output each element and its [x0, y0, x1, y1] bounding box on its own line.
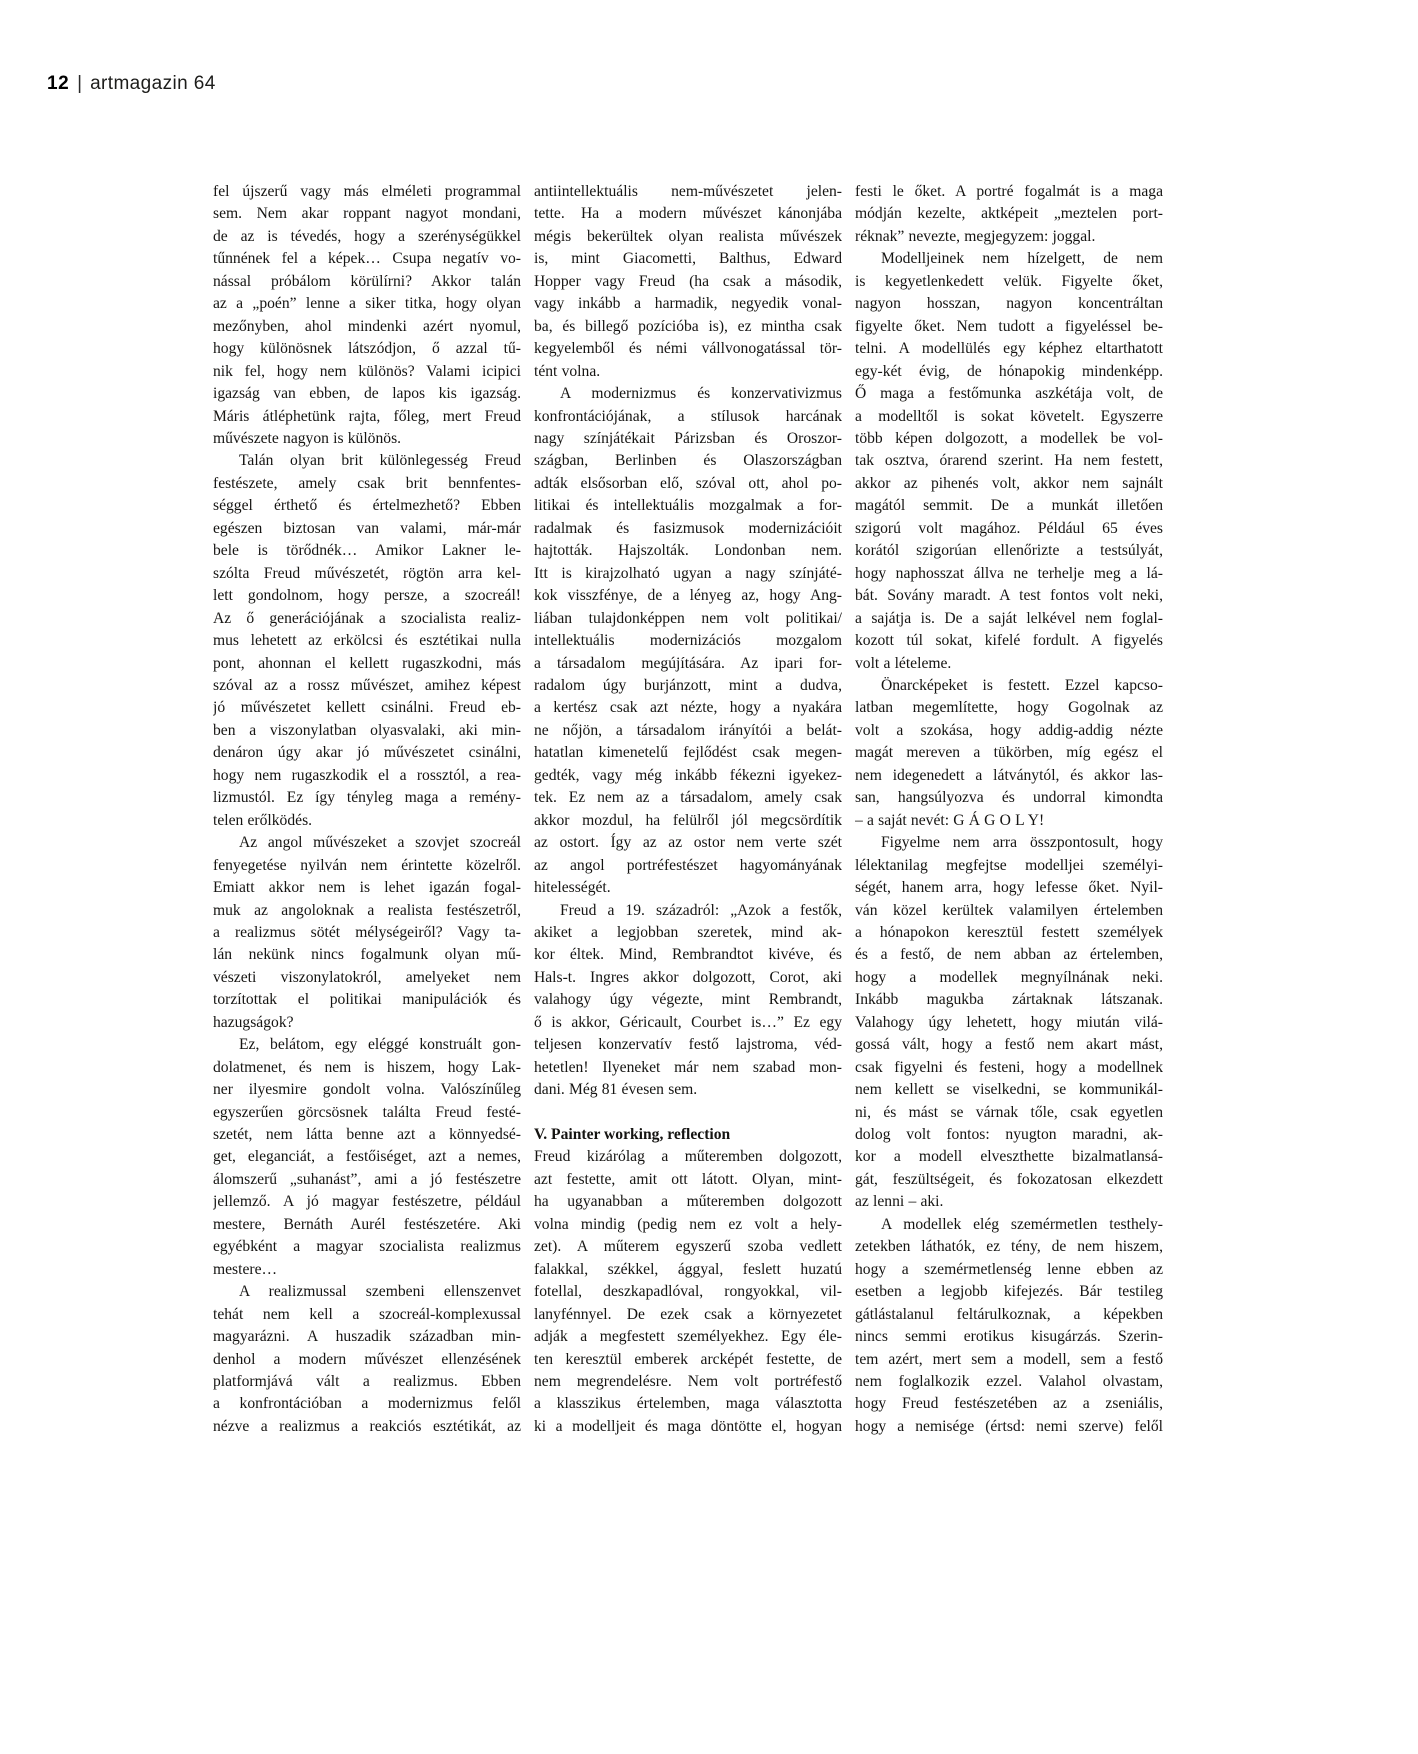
text-line: mus lehetett az erkölcsi és esztétikai nulla [213, 632, 521, 650]
text-line: akiket a legjobban szeretek, mind ak- [534, 923, 842, 941]
text-line: Ez, belátom, egy eléggé konstruált gon- [239, 1036, 521, 1054]
text-line: az angol portréfestészet hagyományának [534, 856, 842, 874]
text-line: torzítottak el politikai manipulációk és [213, 991, 521, 1009]
text-line: hajtották. Hajszolták. Londonban nem. [534, 542, 842, 560]
text-line: nem foglalkozik ezzel. Valahol olvastam, [855, 1373, 1163, 1391]
text-line: fotellal, deszkapadlóval, rongyokkal, vil- [534, 1283, 842, 1301]
text-line: Hals-t. Ingres akkor dolgozott, Corot, aki [534, 968, 842, 986]
text-line: szágban, Berlinben és Olaszországban [534, 452, 842, 470]
text-line: nem megrendelésre. Nem volt portréfestő [534, 1373, 842, 1391]
text-line: hazugságok? [213, 1013, 294, 1031]
text-line: Itt is kirajzolható ugyan a nagy színjáté- [534, 564, 842, 582]
text-line: egyébként a magyar szocialista realizmus [213, 1238, 521, 1256]
text-line: bát. Sovány maradt. A test fontos volt neki, [855, 587, 1163, 605]
text-line: Valahogy úgy lehetett, hogy miután vilá- [855, 1013, 1163, 1031]
text-line: Freud a 19. századról: „Azok a festők, [560, 901, 842, 919]
text-line: dani. Még 81 évesen sem. [534, 1081, 698, 1099]
text-line: intellektuális modernizációs mozgalom [534, 632, 842, 650]
text-line: adják a megfestett személyekhez. Egy éle- [534, 1328, 842, 1346]
text-line: ben a viszonylatban olyasvalaki, aki min- [213, 721, 521, 739]
text-line: ba, és billegő pozícióba is), ez mintha csak [534, 317, 842, 335]
text-line: hogy a szemérmetlenség lenne ebben az [855, 1260, 1163, 1278]
text-line: lélektanilag megfejtse modelljei személyi- [855, 856, 1163, 874]
text-line: nézve a realizmus a reakciós esztétikát, az [213, 1417, 521, 1435]
text-line: vagy inkább a harmadik, negyedik vonal- [534, 295, 842, 313]
text-line: Ő maga a festőmunka aszkétája volt, de [855, 385, 1163, 403]
text-line: kok visszfénye, de a lényeg az, hogy Ang- [534, 587, 842, 605]
text-line: séggel érthető és értelmezhető? Ebben [213, 497, 521, 515]
text-line: a hónapokon keresztül festett személyek [855, 923, 1163, 941]
text-line: festészete, amely csak brit bennfentes- [213, 474, 521, 492]
text-line: Figyelme nem arra összpontosult, hogy [881, 834, 1163, 852]
text-column-1 [213, 181, 521, 1443]
text-line: az ostort. Így az az ostor nem verte szét [534, 834, 842, 852]
text-line: hogy Freud festészetében az a zseniális, [855, 1395, 1163, 1413]
text-line: antiintellektuális nem-művészetet jelen- [534, 183, 842, 200]
text-line: mégis bekerültek olyan realista művészek [534, 227, 842, 245]
page-number: 12 [47, 73, 70, 94]
text-line: a társadalom megújítására. Az ipari for- [534, 654, 842, 672]
text-line: hogy a nemisége (értsd: nemi szerve) felől [855, 1417, 1163, 1435]
text-line: litikai és intellektuális mozgalmak a for- [534, 497, 842, 515]
text-line: Az ő generációjának a szocialista realiz- [213, 609, 521, 627]
text-line: lán nekünk nincs fogalmunk olyan mű- [213, 946, 521, 964]
text-line: ő is akkor, Géricault, Courbet is…” Ez egy [534, 1013, 842, 1031]
text-line: is kegyetlenkedett velük. Figyelte őket, [855, 272, 1163, 290]
text-line: nem kellett se viselkedni, se kommunikál- [855, 1081, 1163, 1099]
text-column-3 [855, 181, 1163, 1443]
text-line: A modellek elég szemérmetlen testhely- [881, 1215, 1163, 1233]
text-line: sem. Nem akar roppant nagyot mondani, [213, 205, 521, 223]
text-line: nincs semmi erotikus kisugárzás. Szerin- [855, 1328, 1163, 1346]
text-line: hogy a modellek megnyílnának neki. [855, 968, 1163, 986]
text-line: egyszerűen görcsösnek találta Freud festé- [213, 1103, 521, 1121]
text-line: gedték, vagy még inkább fékezni igyekez- [534, 766, 842, 784]
text-line: és a festő, de nem abban az értelemben, [855, 946, 1163, 964]
text-line: A modernizmus és konzervativizmus [560, 385, 842, 403]
text-line: ne nőjön, a társadalom irányítói a belát- [534, 721, 842, 739]
text-line: kor éltek. Mind, Rembrandtot kivéve, és [534, 946, 842, 964]
text-line: szóval az a rossz művészet, amihez képest [213, 676, 521, 694]
text-line: Az angol művészeket a szovjet szocreál [239, 834, 521, 852]
text-line: bele is törődnék… Amikor Lakner le- [213, 542, 521, 560]
text-line: nagy színjátékait Párizsban és Oroszor- [534, 429, 842, 447]
text-line: liában tulajdonképpen nem volt politikai/ [534, 609, 842, 627]
text-line: csak figyelni és festeni, hogy a modellnek [855, 1058, 1163, 1076]
text-line: szigorú volt magához. Például 65 éves [855, 519, 1163, 537]
text-line: gát, feszültségeit, és fokozatosan elkezdett [855, 1170, 1163, 1188]
text-line: tehát nem kell a szocreál-komplexussal [213, 1305, 521, 1323]
text-line: jellemző. A jó magyar festészetre, például [213, 1193, 521, 1211]
text-line: adták elsősorban elő, szóval ott, ahol po- [534, 474, 842, 492]
text-line: a sajátja is. De a saját lelkével nem foglal- [855, 609, 1163, 627]
text-line: telni. A modellülés egy képhez eltarthatott [855, 340, 1163, 358]
text-line: Inkább magukba zártaknak látszanak. [855, 991, 1163, 1009]
text-line: nik fel, hogy nem különös? Valami icipici [213, 362, 521, 380]
text-line: szetét, nem látta benne azt a könnyedsé- [213, 1126, 521, 1144]
text-line: gossá vált, hogy a festő nem akart mást, [855, 1036, 1163, 1054]
text-line: vészeti viszonylatokról, amelyeket nem [213, 968, 521, 986]
text-line: latban megemlítette, hogy Gogolnak az [855, 699, 1163, 717]
text-line: lett gondolnom, hogy persze, a szocreál! [213, 587, 521, 605]
text-line: Önarcképeket is festett. Ezzel kapcso- [881, 676, 1163, 694]
text-line: denáron úgy akar jó művészetet csinálni, [213, 744, 521, 762]
text-line: mestere, Bernáth Aurél festészetére. Aki [213, 1215, 521, 1233]
text-line: pont, ahonnan el kellett rugaszkodni, más [213, 654, 521, 672]
page-header [47, 72, 216, 96]
text-line: magát mereven a tükörben, míg egész el [855, 744, 1163, 762]
text-line: – a saját nevét: G Á G O L Y! [855, 811, 1045, 829]
text-line: Modelljeinek nem hízelgett, de nem [881, 250, 1163, 268]
text-line: tek. Ez nem az a társadalom, amely csak [534, 789, 842, 807]
text-line: ván közel kerültek valamilyen értelemben [855, 901, 1163, 919]
text-line: dolatmenet, és nem is hiszem, hogy Lak- [213, 1058, 521, 1076]
text-line: egészen biztosan van valami, már-már [213, 519, 521, 537]
text-line: telen erőlködés. [213, 811, 313, 829]
text-line: szólta Freud művészetét, rögtön arra kel- [213, 564, 521, 582]
text-line: nagyon hosszan, nagyon koncentráltan [855, 295, 1163, 313]
text-line: tette. Ha a modern művészet kánonjába [534, 205, 842, 223]
text-line: is, mint Giacometti, Balthus, Edward [534, 250, 842, 268]
text-line: esetben a legjobb kifejezés. Bár testileg [855, 1283, 1163, 1301]
text-line: a realizmus sötét mélységeiről? Vagy ta- [213, 923, 521, 941]
text-line: kegyelemből és némi vállvonogatással tör- [534, 340, 842, 358]
text-line: Hopper vagy Freud (ha csak a második, [534, 272, 842, 290]
text-line: radalom úgy burjánzott, mint a dudva, [534, 676, 842, 694]
text-line: zet). A műterem egyszerű szoba vedlett [534, 1238, 842, 1256]
text-line: módján kezelte, aktképeit „meztelen port- [855, 205, 1163, 223]
text-column-2 [534, 181, 842, 1443]
text-line: ten keresztül emberek arcképét festette, de [534, 1350, 842, 1368]
text-line: figyelte őket. Nem tudott a figyeléssel be- [855, 317, 1163, 335]
text-line: tem azért, mert sem a modell, sem a festő [855, 1350, 1163, 1368]
text-line: ki a modelljeit és maga döntötte el, hogyan [534, 1417, 842, 1435]
text-line: konfrontációjának, a stílusok harcának [534, 407, 842, 425]
text-line: hogy nem rugaszkodik el a rossztól, a rea- [213, 766, 521, 784]
text-line: fenyegetése nyilván nem érintette közelről. [213, 856, 521, 874]
text-line: igazság van ebben, de lapos kis igazság. [213, 385, 521, 403]
text-line: Talán olyan brit különlegesség Freud [239, 452, 521, 470]
text-line: tént volna. [534, 362, 601, 380]
text-line: platformjává vált a realizmus. Ebben [213, 1373, 521, 1391]
text-line: hogy naphosszat állva ne terhelje meg a lá- [855, 564, 1163, 582]
text-line: de az is tévedés, hogy a szerénységükkel [213, 227, 521, 245]
text-line: Máris átléphetünk rajta, főleg, mert Freud [213, 407, 521, 425]
text-line: tűnnének fel a képek… Csupa negatív vo- [213, 250, 521, 268]
text-line: fel újszerű vagy más elméleti programmal [213, 183, 521, 200]
text-line: réknak” nevezte, megjegyzem: joggal. [855, 227, 1096, 245]
text-line: hogy különösnek látszódjon, ő azzal tű- [213, 340, 521, 358]
text-line: több képen dolgozott, a modellek be vol- [855, 429, 1163, 447]
text-line: teljesen konzervatív festő lajstroma, véd- [534, 1036, 842, 1054]
text-line: volna mindig (pedig nem ez volt a hely- [534, 1215, 842, 1233]
text-line: gátlástalanul feltárulkoznak, a képekben [855, 1305, 1163, 1323]
text-line: volt a szokása, hogy addig-addig nézte [855, 721, 1163, 739]
text-line: mestere… [213, 1260, 278, 1278]
text-line: hetetlen! Ilyeneket már nem szabad mon- [534, 1058, 842, 1076]
text-line: az a „poén” lenne a siker titka, hogy olyan [213, 295, 521, 313]
text-line: Freud kizárólag a műteremben dolgozott, [534, 1148, 842, 1166]
text-line: dolog volt fontos: nyugton maradni, ak- [855, 1126, 1163, 1144]
text-line: a modelltől is sokat követelt. Egyszerre [855, 407, 1163, 425]
text-line: tak osztva, órarend szerint. Ha nem festett, [855, 452, 1163, 470]
text-line: denhol a modern művészet ellenzésének [213, 1350, 521, 1368]
text-line: valahogy úgy végezte, mint Rembrandt, [534, 991, 842, 1009]
text-line: kozott túl sokat, kifelé fordult. A figyelés [855, 632, 1163, 650]
text-line: A realizmussal szembeni ellenszenvet [239, 1283, 521, 1301]
text-line: egy-két évig, de hónapokig mindenképp. [855, 362, 1163, 380]
text-line: a konfrontációban a modernizmus felől [213, 1395, 521, 1413]
header-separator: | [77, 73, 83, 94]
section-heading: V. Painter working, reflection [534, 1126, 731, 1144]
text-line: álomszerű „suhanást”, ami a jó festészetre [213, 1170, 521, 1188]
text-line: mezőnyben, ahol mindenki azért nyomul, [213, 317, 521, 335]
text-line: lanyfénnyel. De ezek csak a környezetet [534, 1305, 842, 1323]
text-line: falakkal, székkel, ággyal, feslett huzatú [534, 1260, 842, 1278]
text-line: nem idegenedett a látványtól, és akkor las- [855, 766, 1163, 784]
magazine-title: artmagazin 64 [90, 73, 216, 94]
text-line: Emiatt akkor nem is lehet igazán fogal- [213, 879, 521, 897]
text-line: a klasszikus értelemben, maga választotta [534, 1395, 842, 1413]
text-line: volt a lételeme. [855, 654, 952, 672]
text-line: ségét, hanem arra, hogy lefesse őket. Nyil- [855, 879, 1163, 897]
text-line: muk az angoloknak a realista festészetről, [213, 901, 521, 919]
text-line: ha ugyanabban a műteremben dolgozott [534, 1193, 842, 1211]
text-line: kor a modell elveszthette bizalmatlansá- [855, 1148, 1163, 1166]
text-line: hatatlan kimenetelű fejlődést csak megen- [534, 744, 842, 762]
text-line: get, eleganciát, a festőiséget, azt a nemes, [213, 1148, 521, 1166]
text-line: magyarázni. A huszadik században min- [213, 1328, 521, 1346]
text-line: lizmustól. Ez így tényleg maga a remény- [213, 789, 521, 807]
text-line: művészete nagyon is különös. [213, 429, 402, 447]
text-line: ni, és mást se várnak tőle, csak egyetlen [855, 1103, 1163, 1121]
text-line: ner ilyesmire gondolt volna. Valószínűleg [213, 1081, 521, 1099]
text-line: azt festette, amit ott látott. Olyan, mint- [534, 1170, 842, 1188]
text-line: korától szigorúan ellenőrizte a testsúlyát, [855, 542, 1163, 560]
text-line: magától semmit. De a munkát illetően [855, 497, 1163, 515]
text-line: az lenni – aki. [855, 1193, 944, 1211]
text-line: zetekben láthatók, ez tény, de nem hiszem, [855, 1238, 1163, 1256]
text-line: akkor mozdul, ha felülről jól megcsördítik [534, 811, 842, 829]
text-line: festi le őket. A portré fogalmát is a maga [855, 183, 1163, 200]
text-line: san, hangsúlyozva és undorral kimondta [855, 789, 1163, 807]
text-line: radalmak és fasizmusok modernizációit [534, 519, 842, 537]
text-line: nással próbálom körülírni? Akkor talán [213, 272, 521, 290]
text-line: hitelességét. [534, 879, 611, 897]
text-line: akkor az pihenés volt, akkor nem sajnált [855, 474, 1163, 492]
text-line: jó művészetet kellett csinálni. Freud eb- [213, 699, 521, 717]
text-line: a kertész csak azt nézte, hogy a nyakára [534, 699, 842, 717]
